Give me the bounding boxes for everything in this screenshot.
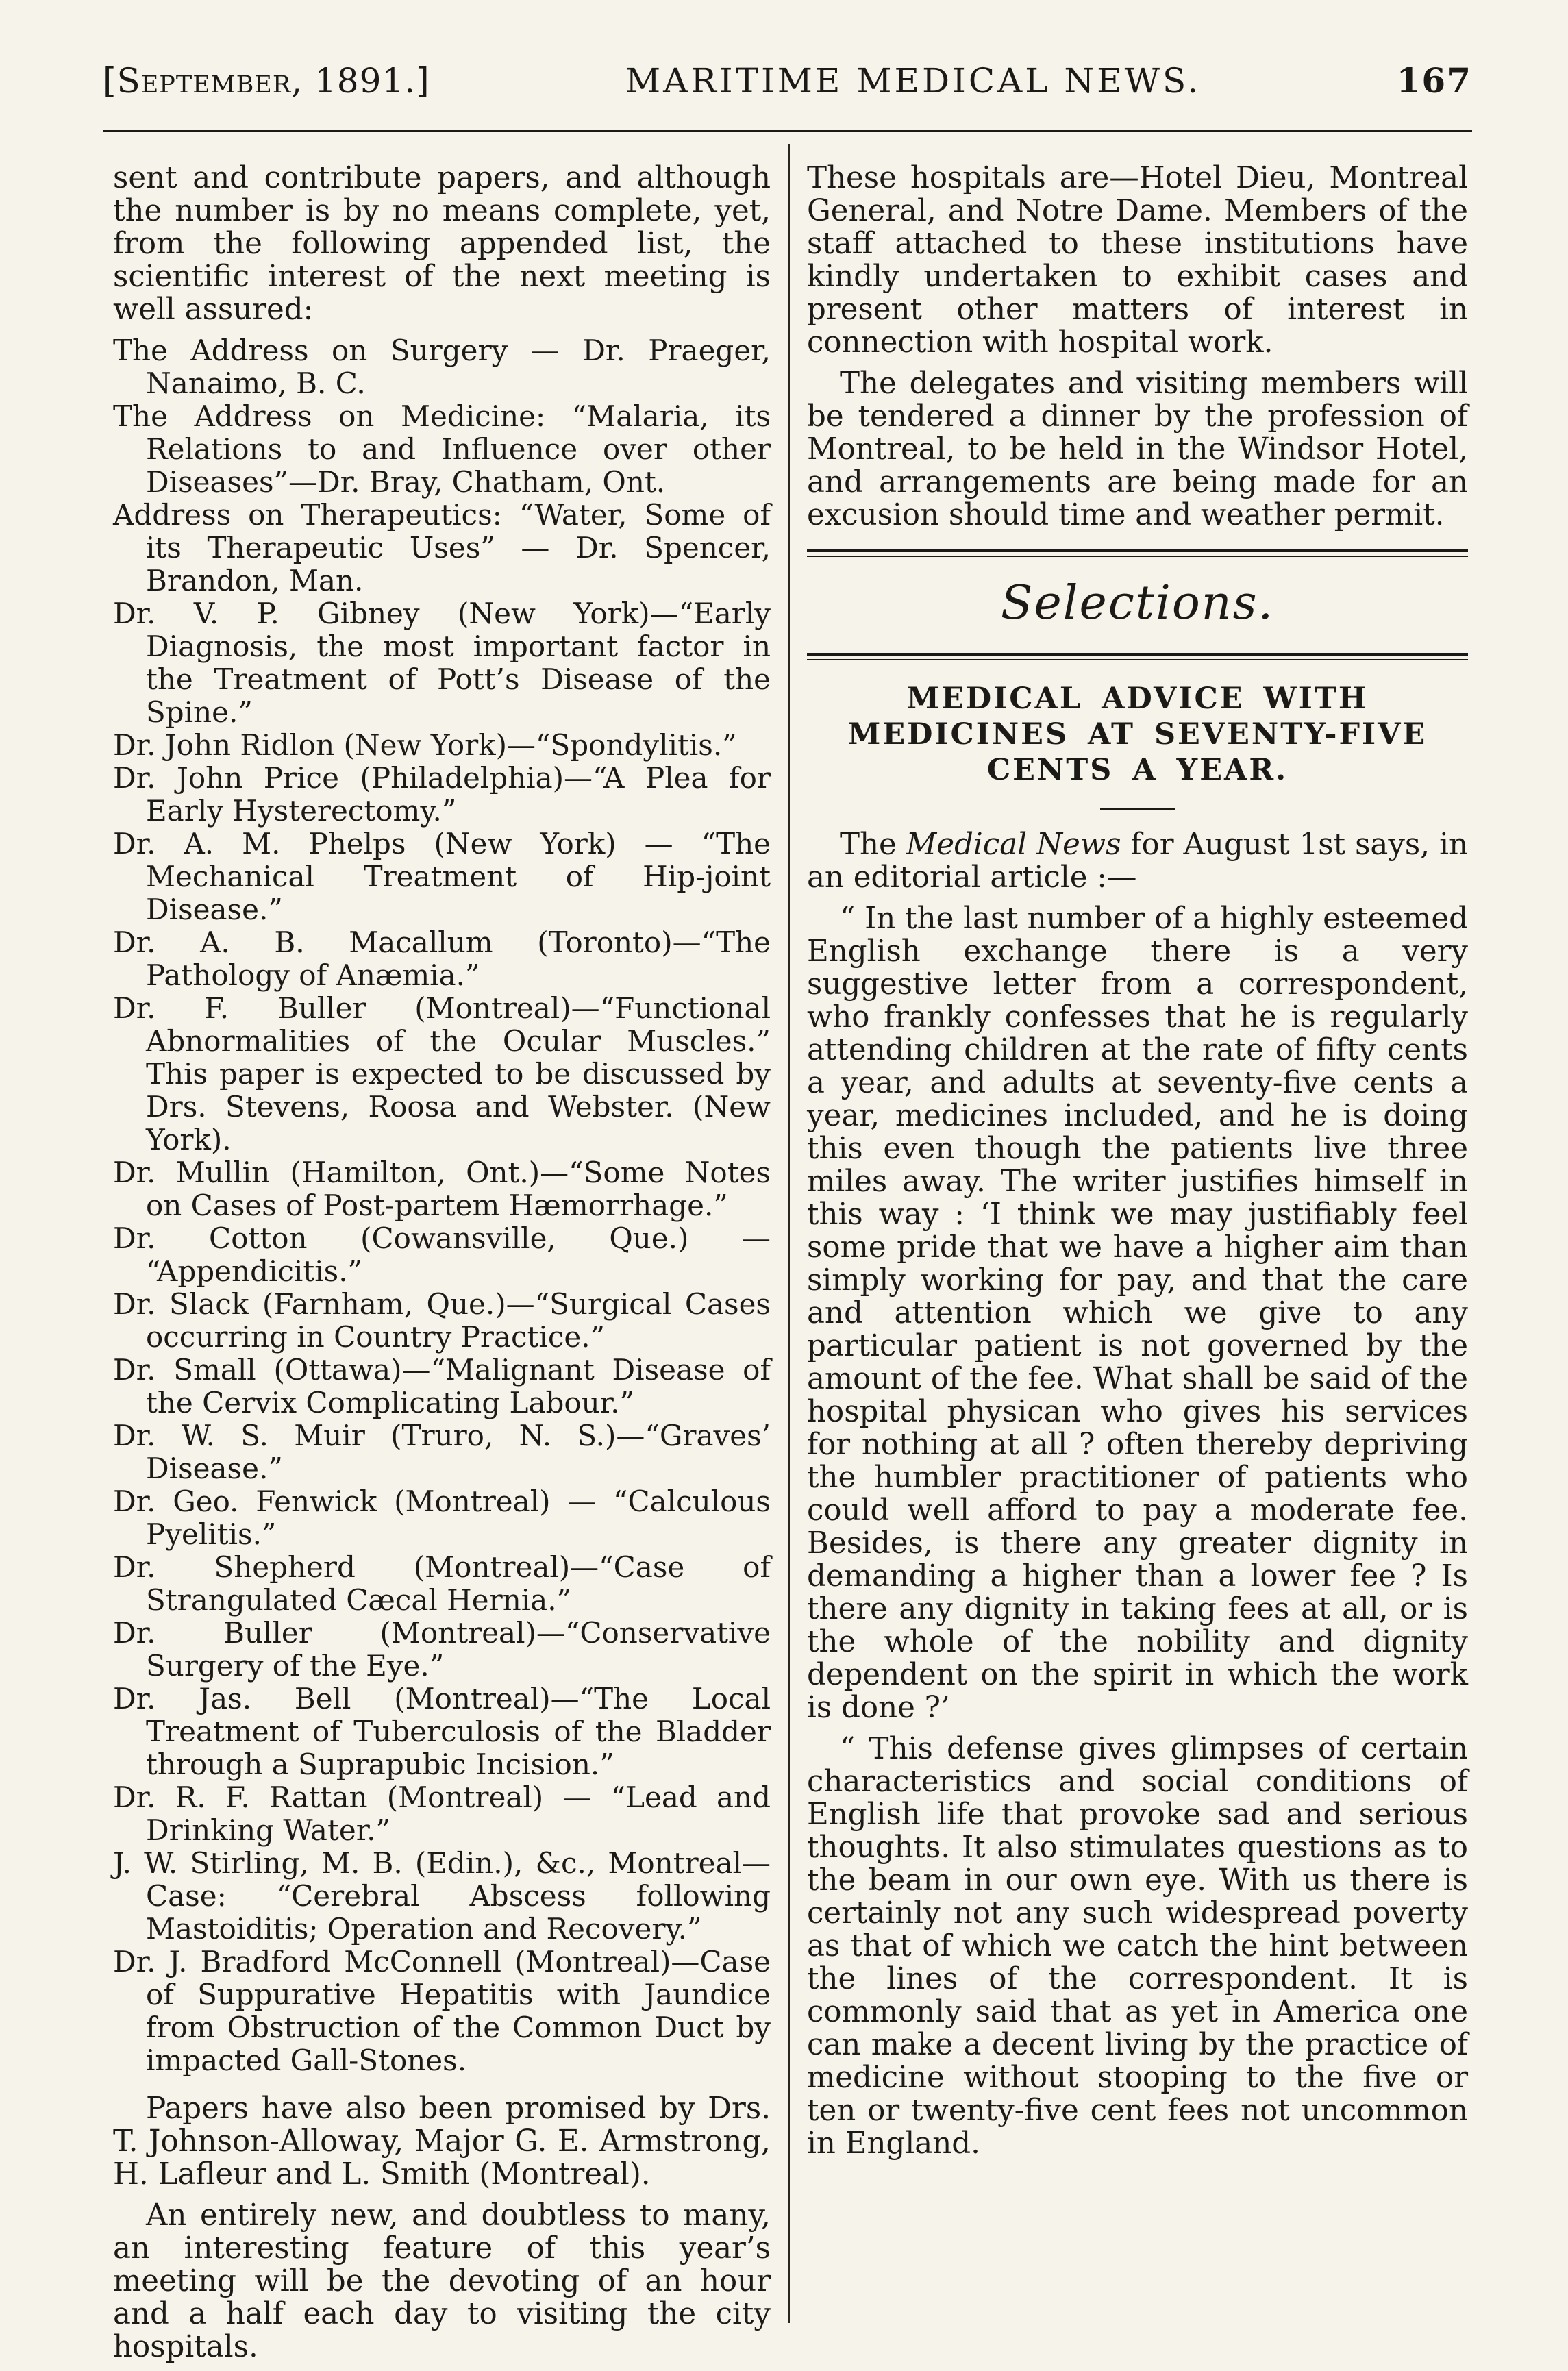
journal-title: MARITIME MEDICAL NEWS. bbox=[625, 61, 1202, 101]
section-rule-top bbox=[807, 549, 1468, 557]
hospitals-paragraph: These hospitals are—Hotel Dieu, Montreal General, and Notre Dame. Members of the staff attached to these institutions have kindly undertaken to exhibit cases and present other matters of interest in connection with hospital work. bbox=[807, 161, 1468, 360]
list-item: J. W. Stirling, M. B. (Edin.), &c., Montreal—Case: “Cerebral Abscess following Mastoiditis; Operation and Recovery.” bbox=[113, 1846, 771, 1946]
intro-paragraph: sent and contribute papers, and although the number is by no means complete, yet, from the following appended list, the scientific interest of the next meeting is well assured: bbox=[113, 161, 771, 327]
list-item: Address on Therapeutics: “Water, Some of its Therapeutic Uses” — Dr. Spencer, Brandon, Man. bbox=[113, 498, 771, 597]
list-item: Dr. Buller (Montreal)—“Conservative Surgery of the Eye.” bbox=[113, 1616, 771, 1683]
running-head bbox=[103, 60, 1472, 115]
lead-text: The bbox=[840, 828, 897, 862]
list-item: The Address on Surgery — Dr. Praeger, Nanaimo, B. C. bbox=[113, 334, 771, 400]
page-number: 167 bbox=[1396, 60, 1472, 101]
article-lead bbox=[807, 828, 1468, 894]
list-item: Dr. A. M. Phelps (New York) — “The Mechanical Treatment of Hip-joint Disease.” bbox=[113, 827, 771, 926]
list-item: Dr. J. Bradford McConnell (Montreal)—Case of Suppurative Hepatitis with Jaundice from Obstruction of the Common Duct by impacted Gall-Stones. bbox=[113, 1945, 771, 2077]
list-item: Dr. Shepherd (Montreal)—“Case of Strangulated Cæcal Hernia.” bbox=[113, 1550, 771, 1617]
list-item: Dr. John Ridlon (New York)—“Spondylitis.” bbox=[113, 728, 737, 762]
promised-papers-paragraph: Papers have also been promised by Drs. T. Johnson-Alloway, Major G. E. Armstrong, H. Lafleur and L. Smith (Montreal). bbox=[113, 2091, 771, 2192]
cited-journal: Medical News bbox=[906, 828, 1121, 862]
list-item: Dr. Geo. Fenwick (Montreal) — “Calculous Pyelitis.” bbox=[113, 1485, 771, 1551]
right-column bbox=[807, 162, 1468, 2160]
list-item: Dr. F. Buller (Montreal)—“Functional Abnormalities of the Ocular Muscles.” This paper is expected to be discussed by Drs. Stevens, Roosa and Webster. (New York). bbox=[113, 991, 771, 1156]
list-item: Dr. A. B. Macallum (Toronto)—“The Pathology of Anæmia.” bbox=[113, 926, 771, 992]
list-item: Dr. V. P. Gibney (New York)—“Early Diagnosis, the most important factor in the Treatment of Pott’s Disease of the Spine.” bbox=[113, 597, 771, 729]
list-item: The Address on Medicine: “Malaria, its Relations to and Influence over other Diseases”—Dr. Bray, Chatham, Ont. bbox=[113, 399, 771, 499]
list-item: Dr. John Price (Philadelphia)—“A Plea for Early Hysterectomy.” bbox=[113, 761, 771, 828]
papers-list bbox=[113, 334, 771, 2077]
list-item: Dr. Slack (Farnham, Que.)—“Surgical Cases occurring in Country Practice.” bbox=[113, 1287, 771, 1354]
header-rule bbox=[103, 130, 1472, 132]
article-title: MEDICAL ADVICE WITH MEDICINES AT SEVENTY-FIVE CENTS A YEAR. bbox=[847, 682, 1428, 787]
title-rule bbox=[1100, 808, 1175, 810]
list-item: Dr. W. S. Muir (Truro, N. S.)—“Graves’ Disease.” bbox=[113, 1419, 771, 1485]
section-heading: Selections. bbox=[1000, 576, 1275, 630]
dinner-paragraph: The delegates and visiting members will be tendered a dinner by the profession of Montreal, to be held in the Windsor Hotel, and arrangements are being made for an excusion should time and weather permit. bbox=[807, 367, 1468, 532]
quoted-paragraph: “ This defense gives glimpses of certain characteristics and social conditions of English life that provoke sad and serious thoughts. It also stimulates questions as to the beam in our own eye. With us there is certainly not any such widespread poverty as that of which we catch the hint between the lines of the correspondent. It is commonly said that as yet in America one can make a decent living by the practice of medicine without stooping to the five or ten or twenty-five cent fees not uncommon in England. bbox=[807, 1732, 1468, 2161]
column-divider bbox=[788, 144, 790, 2323]
section-rule-bottom bbox=[807, 653, 1468, 660]
list-item: Dr. Mullin (Hamilton, Ont.)—“Some Notes on Cases of Post-partem Hæmorrhage.” bbox=[113, 1156, 771, 1222]
issue-date: [September, 1891.] bbox=[103, 61, 430, 101]
quoted-paragraph: “ In the last number of a highly esteemed English exchange there is a very suggestive letter from a correspondent, who frankly confesses that he is regularly attending children at the rate of fifty cents a year, and adults at seventy-five cents a year, medicines included, and he is doing this even though the patients live three miles away. The writer justifies himself in this way : ‘I think we may justifiably feel some pride that we have a higher aim than simply working for pay, and that the care and attention which we give to any particular patient is not governed by the amount of the fee. What shall be said of the hospital physican who gives his services for nothing at all ? often thereby depriving the humbler practitioner of patients who could well afford to pay a moderate fee. Besides, is there any greater dignity in demanding a higher than a lower fee ? Is there any dignity in taking fees at all, or is the whole of the nobility and dignity dependent on the spirit in which the work is done ?’ bbox=[807, 902, 1468, 1725]
left-column bbox=[113, 162, 771, 2363]
list-item: Dr. Small (Ottawa)—“Malignant Disease of the Cervix Complicating Labour.” bbox=[113, 1353, 771, 1419]
lead-text: for August 1st says, in an editorial article :— bbox=[807, 828, 1469, 895]
hospital-visits-paragraph: An entirely new, and doubtless to many, an interesting feature of this year’s meeting will be the devoting of an hour and a half each day to visiting the city hospitals. bbox=[113, 2198, 771, 2364]
list-item: Dr. Cotton (Cowansville, Que.) — “Appendicitis.” bbox=[113, 1221, 771, 1288]
list-item: Dr. R. F. Rattan (Montreal) — “Lead and Drinking Water.” bbox=[113, 1780, 771, 1847]
list-item: Dr. Jas. Bell (Montreal)—“The Local Treatment of Tuberculosis of the Bladder through a Suprapubic Incision.” bbox=[113, 1682, 771, 1781]
